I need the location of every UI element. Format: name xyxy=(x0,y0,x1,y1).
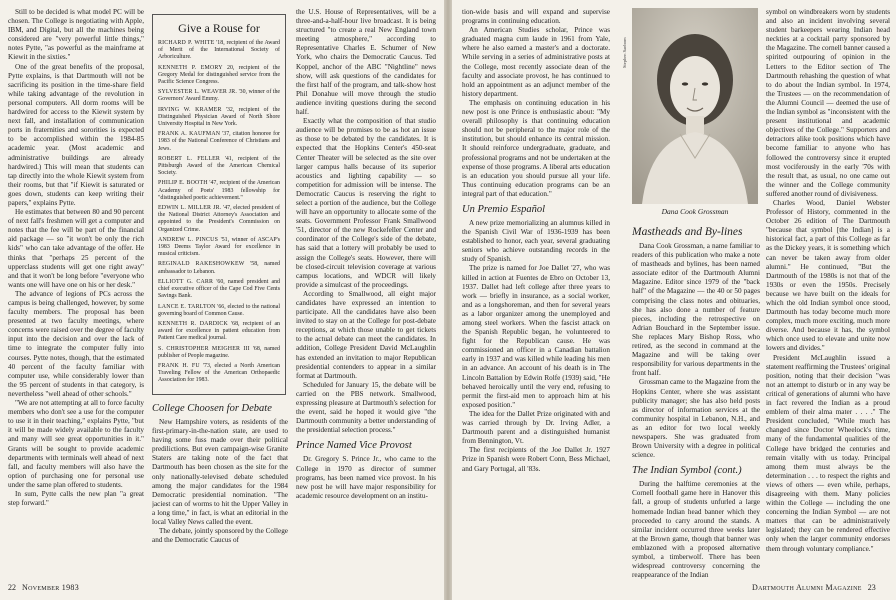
right-column-3 xyxy=(766,8,890,580)
right-page xyxy=(452,0,896,600)
left-page-number: 22 xyxy=(8,583,16,592)
rouse-entry-text: '30, winner of the Governors' Award Emmy. xyxy=(158,89,281,103)
rouse-entry-text: '66, elected to the national governing board of Common Cause. xyxy=(158,303,281,317)
rouse-entry-name: IRVING W. KRAMER xyxy=(158,106,222,113)
portrait-image xyxy=(632,8,758,204)
rouse-entries xyxy=(158,40,280,385)
paragraph: The advance of legions of PCs across the campus is being challenged, however, by some faculty members. The proposal has been presented at two faculty meetings, where concerns were raised over the degree of faculty input into the decision and over the lack of time to integrate the computer fully into courses. Pytte notes, though, that the estimated 40 percent of the faculty familiar with computer use, while considerably lower than the 95 percent of students in that category, is nevertheless "well ahead of other schools." xyxy=(8,289,144,398)
rouse-entry-text: '41, recipient of the Pittsburgh Award of the American Chemical Society. xyxy=(158,155,281,177)
rouse-entry xyxy=(158,156,280,178)
paragraph: One of the great benefits of the proposal, Pytte explains, is that Dartmouth will not be sacrificing its position in the time-share field while taking advantage of the revolution in personal computers. All dorm rooms will be hardwired for access to the Kiewit system by next fall, and installation of communication ports in fraternities and sororities is expected to be accomplished within the 1984-85 academic year. (Most academic and administrative buildings are already hardwired.) This will mean that students can tap directly into the whole Kiewit system from their rooms, but that "if Kiewit is saturated or goes down, students can keep writing their papers," explains Pytte. xyxy=(8,62,144,207)
paragraph: Scheduled for January 15, the debate will be carried on the PBS network. Smallwood, expressing pleasure at Dartmouth's selection for the event, said he hoped it would give "the Dartmouth community a better understanding of the presidential selection process." xyxy=(296,380,436,435)
paragraph: In sum, Pytte calls the new plan "a great step forward." xyxy=(8,489,144,508)
rouse-entry-text: 20, recipient of the Gregory Medal for distinguished service from the Pacific Science Congress. xyxy=(158,64,281,86)
paragraph: Grossman came to the Magazine from the Hopkins Center, where she was assistant publicity manager; she has also held posts as director of information services at the community hospital in Lebanon, N.H., and as an editor for two local weekly newspapers. She was graduated from Brown University with a degree in political science. xyxy=(632,378,760,460)
rouse-title: Give a Rouse for xyxy=(178,21,260,35)
rouse-entry xyxy=(158,65,280,87)
issue-date: November 1983 xyxy=(22,583,80,592)
rouse-entry xyxy=(158,40,280,62)
provost-paragraphs xyxy=(296,455,436,500)
rouse-entry-text: '47, elected president of the National District Attorney's Association and appointed to the President's Commission on Organized Crime. xyxy=(158,205,280,233)
rouse-entry-text: '60, named president and chief executive officer of the Cape Cod Five Cents Savings Bank. xyxy=(158,278,280,300)
rouse-entry-text: '51, winner of ASCAP's 1983 Deems Taylor Award for excellence in musical criticism. xyxy=(158,236,280,258)
mastheads-article xyxy=(632,222,760,580)
debate-article xyxy=(152,398,288,580)
left-page xyxy=(0,0,444,600)
portrait-photo xyxy=(632,8,758,204)
paragraph: The emphasis on continuing education in his new post is one Prince is enthusiastic about: "My overall philosophy is that continuing education should not be peripheral to the major role of the institution, but should enhance its central mission. It should reinforce undergraduate, graduate, and professional programs and not be undertaken at the expense of those programs. A liberal arts education is an education you should pursue all your life. Thus continuing education programs can be an integral part of that education." xyxy=(462,98,610,198)
paragraph: the U.S. House of Representatives, will be a three-and-a-half-hour live broadcast. It is being structured "to create a real New England town meeting atmosphere," according to Representative Charles E. Schumer of New York, who chairs the Democratic Caucus. Ted Koppel, anchor of the ABC "Nightline" news show, will ask questions of the candidates for the first half of the program, and talk-show host Phil Donahue will move through the studio audience inviting questions during the second half. xyxy=(296,8,436,117)
paragraph: President McLaughlin issued a statement reaffirming the Trustees' original position, noting that their decision "was not an attempt to disturb or in any way be critical of generations of alumni who have in fact revered the Indian as a proud emblem of their alma mater . . . ." The President concluded, "While much has changed since Doctor Wheelock's time, many of the fundamental qualities of the College have bridged the centuries and remain vitally with us today. Principal among them must always be the determination . . . to respect the rights and views of others — even while, perhaps, disagreeing with them. Many policies within the College — including the one concerning the Indian Symbol — are not matters that can be administratively legislated; they can be rendered effective only when the larger community endorses them through voluntary compliance." xyxy=(766,353,890,553)
paragraph: An American Studies scholar, Prince was graduated magna cum laude in 1961 from Yale, where he also earned a master's and a doctorate. While serving in a series of administrative posts at the College, most recently associate dean of the faculty and associate provost, he has continued to hold an appointment as an adjunct member of the history department. xyxy=(462,26,610,98)
rouse-entry-text: '73, elected a North American Traveling Fellow of the American Orthopaedic Association for 1983. xyxy=(158,362,280,384)
rouse-entry xyxy=(158,89,280,103)
rouse-entry-name: FRANK A. KAUFMAN xyxy=(158,131,221,138)
rouse-entry xyxy=(158,205,280,234)
right-column-1-paragraphs xyxy=(462,8,610,199)
paragraph: The idea for the Dallet Prize originated with and was carried through by Dr. Irving Adler, a Dartmouth parent and a distinguished humanist from Bennington, Vt. xyxy=(462,409,610,446)
paragraph: Still to be decided is what model PC will be chosen. The College is negotiating with Apple, IBM, and Digital, but all the machines being considered are "very powerful little things," notes Pytte, "as powerful as the mainframe at Kiewit in the sixties." xyxy=(8,8,144,62)
premio-heading: Un Premio Español xyxy=(462,203,546,215)
rouse-entry-text: '58, named ambassador to Lebanon. xyxy=(158,261,280,275)
paragraph: Dr. Gregory S. Prince Jr., who came to the College in 1970 as director of summer programs, has been named vice provost. In his new post he will have major responsibility for academic resource development on an institu- xyxy=(296,455,436,500)
paragraph: symbol on windbreakers worn by students and also an incident involving several student barkeepers wearing Indian head neckties at a cocktail party sponsored by the Magazine. The cornell banner caused a spirited outpouring of opinion in the Letters to the Editor section of The Dartmouth rehashing the question of what to do about the Indian symbol. In 1974, the Trustees — on the recommendation of the Alumni Council — deemed the use of the Indian symbol as "inconsistent with the present institutional and academic objectives of the College." Supporters and detractors alike took positions which have become familiar to anyone who has followed the controversy since it erupted most vociferously in the early '70s with the result that, as usual, no one came out the winner and the College community suffered another round of divisiveness. xyxy=(766,8,890,198)
indian-paragraphs xyxy=(632,480,760,580)
paragraph: During the halftime ceremonies at the Cornell football game here in Hanover this fall, a group of students unfurled a large homemade Indian head banner which they proceeded to carry around the stands. A similar incident occurred three weeks later at the Brown game, though that banner was emblazoned with a proposed alternative symbol, a timberwolf. There has been widespread controversy concerning the reappearance of the Indian xyxy=(632,480,760,580)
rouse-entry-name: FRANK H. FU xyxy=(158,362,200,369)
photo-caption: Dana Cook Grossman xyxy=(661,207,729,216)
left-column-3 xyxy=(296,8,436,580)
rouse-entry-name: RICHARD P. WHITE xyxy=(158,40,215,46)
provost-heading: Prince Named Vice Provost xyxy=(296,440,412,452)
indian-heading: The Indian Symbol (cont.) xyxy=(632,465,742,477)
rouse-entry-name: SYLVESTER L. WEAVER JR. xyxy=(158,89,238,96)
rouse-entry-text: '18, recipient of the Award of Merit of the International Society of Arboriculture. xyxy=(158,40,280,61)
paragraph: Dana Cook Grossman, a name familiar to readers of this publication who make a note of mastheads and bylines, has been named associate editor of the Dartmouth Alumni Magazine. Editor since 1979 of the "back half" of the Magazine — the 40 or 50 pages comprising the class notes and obituaries, she has also done a number of feature pieces, including the retrospective on Adrian Bouchard in the September issue. She replaces Mary Bishop Ross, who retired, as the second in command at the Magazine and will be taking over responsibility for various departments in the front half. xyxy=(632,242,760,378)
right-folio xyxy=(752,583,876,593)
paragraph: He estimates that between 80 and 90 percent of next fall's freshmen will get a computer and notes that the fee will be part of the financial aid package — so "it won't be only the rich kids" who can take advantage of the offer. He thinks that "perhaps 25 percent of the upperclass students will get one right away" and that it won't be long before "everyone who wants one will have one on his or her desk." xyxy=(8,208,144,289)
photo-credit: Stephen Sanborn xyxy=(622,37,627,68)
rouse-entry-name: LANCE E. TARLTON xyxy=(158,303,216,310)
debate-heading: College Choosen for Debate xyxy=(152,403,272,414)
rouse-entry-text: '37, citation honoree for 1983 of the National Conference of Christians and Jews. xyxy=(158,131,280,152)
rouse-entry xyxy=(158,346,280,360)
rouse-entry xyxy=(158,237,280,259)
rouse-entry-name: KENNETH R. DARDICK xyxy=(158,320,228,327)
publication-name: Dartmouth Alumni Magazine xyxy=(752,583,862,592)
gutter xyxy=(444,0,452,600)
left-column-3-paragraphs xyxy=(296,8,436,435)
paragraph: The prize is named for Joe Dallet '27, who was killed in action at Fuentes de Ebro on October 13, 1937. Dallet had left college after three years to work — briefly in insurance, as a social worker, and as a longshoreman, and then for several years as a labor organizer among the unemployed and among steel workers. When the fascist attack on the Spanish Republic began, he volunteered to fight for the Republican cause. He was commissioned an officer in a Canadian battalion early in 1937 and was killed while leading his men in an advance. An account of his death is in The Lincoln Battalion by Edwin Rolfe (1939) said, "He behaved heroically until the very end, refusing to permit the first-aid men to approach him at his exposed position." xyxy=(462,264,610,409)
paragraph: New Hampshire voters, as residents of the first-primary-in-the-nation state, are used to having some fuss made over their political predilictions. But even campaign-wise Granite Staters are taking note of the fact that Dartmouth has been chosen as the site for the only nationally-televised debate scheduled among the major candidates for the 1984 Democratic presidential nomination. "The jaciest can of worms to hit the Upper Valley in a long time," in fact, is what an editorial in the local Valley News called the event. xyxy=(152,418,288,527)
paragraph: The debate, jointly sponsored by the College and the Democratic Caucus of xyxy=(152,527,288,545)
paragraph: tion-wide basis and will expand and supervise programs in continuing education. xyxy=(462,8,610,26)
rouse-entry-text: '68, recipient of an award for excellence in patient education from Patient Care medical journal. xyxy=(158,320,281,342)
debate-paragraphs xyxy=(152,418,288,545)
rouse-entry-text: '32, recipient of the Distinguished Physician Award of North Shore University Hospital in New York. xyxy=(158,106,280,128)
paragraph: According to Smallwood, all eight major candidates have expressed an intention to participate. All the candidates have also been invited to stay on at the College for post-debate receptions, at which those unable to get tickets to the actual debate can meet the candidates. In addition, College President David McLaughlin has extended an invitation to major Republican presidential contenders to appear in a similar format at Dartmouth. xyxy=(296,289,436,380)
rouse-entry-name: S. CHRISTOPHER MEIGHER III xyxy=(158,345,250,352)
right-page-number: 23 xyxy=(867,583,876,592)
right-column-1 xyxy=(462,8,610,580)
paragraph: "We are not attempting at all to force faculty members who don't see a use for the computer to use it in their teaching," explains Pytte, "but it will be made widely available to the faculty and many will see great opportunities in it." Grants will be sought to provide academic departments with terminals well ahead of next fall, and faculty members will also have the option of purchasing one for personal use under the same plan offered to students. xyxy=(8,399,144,489)
rouse-entry-name: ELLIOTT G. CARR xyxy=(158,278,214,285)
rouse-entry-name: EDWIN L. MILLER JR. xyxy=(158,205,222,212)
rouse-entry xyxy=(158,131,280,153)
rouse-entry xyxy=(158,261,280,275)
rouse-entry-text: '47, recipient of the American Academy of Poets' 1983 fellowship for "distinguished poetic achievement." xyxy=(158,180,280,201)
rouse-entry xyxy=(158,363,280,385)
mastheads-heading: Mastheads and By-lines xyxy=(632,226,743,238)
paragraph: Charles Wood, Daniel Webster Professor of History, commented in the October 26 edition of The Dartmouth "because that symbol [the Indian] is a historical fact, a part of this College as far as the Dickey years, it is something which can never be taken away from older alumni." He continued, "But the Dartmouth of the 1980s is not that of the 1930s or even the 1950s. Precisely because we have built on the ideals for which the old Indian symbol once stood, Dartmouth has today become much more complex, much more exciting, much more diverse. And because it has, the symbol which once used to elevate and unite now lowers and divides." xyxy=(766,198,890,353)
paragraph: A new prize memorializing an alumnus killed in the Spanish Civil War of 1936-1939 has been established to honor, each year, several graduating seniors who achieve outstanding records in the study of Spanish. xyxy=(462,218,610,264)
rouse-entry-name: KENNETH P. EMORY xyxy=(158,64,223,71)
paragraph: Exactly what the composition of that studio audience will be promises to be as hot an issue as those to be debated by the candidates. It is expected that the Hopkins Center's 450-seat Center Theater will be selected as the site over larger campus halls because of its superior acoustics and lighting capability — so competition for admission will be intense. The Democratic Caucus is reserving the right to select a portion of the audience, but the College will have an opportunity to allocate some of the seats. Government Professor Frank Smallwood '51, director of the new Rockefeller Center and coordinator of the College's side of the debate, has said that a lottery will probably be used to assign the College's seats. However, there will be closed-circuit television coverage at various campus locations, and WDCR will likely provide a simulcast of the proceedings. xyxy=(296,117,436,289)
mastheads-paragraphs xyxy=(632,242,760,460)
rouse-entry-name: ANDREW L. PINCUS xyxy=(158,236,219,243)
rouse-entry xyxy=(158,180,280,202)
rouse-entry xyxy=(158,107,280,129)
rouse-entry xyxy=(158,321,280,343)
rouse-entry-name: PHILIP E. BOOTH xyxy=(158,180,208,187)
rouse-entry-name: REGINALD RAKESHOWKEW xyxy=(158,261,245,268)
rouse-entry-text: '68, named publisher of People magazine. xyxy=(158,345,280,359)
premio-paragraphs xyxy=(462,219,610,474)
left-folio xyxy=(8,583,79,593)
rouse-entry xyxy=(158,304,280,318)
left-column-1 xyxy=(8,8,144,580)
give-a-rouse-box xyxy=(152,14,286,395)
paragraph: The first recipients of the Joe Dallet Jr. 1927 Prize in Spanish were Robert Conn, Bess Michael, and Gary Portugal, all '83s. xyxy=(462,446,610,473)
rouse-entry-name: ROBERT L. FELLER xyxy=(158,155,221,162)
right-column-3-paragraphs xyxy=(766,8,890,554)
rouse-entry xyxy=(158,279,280,301)
